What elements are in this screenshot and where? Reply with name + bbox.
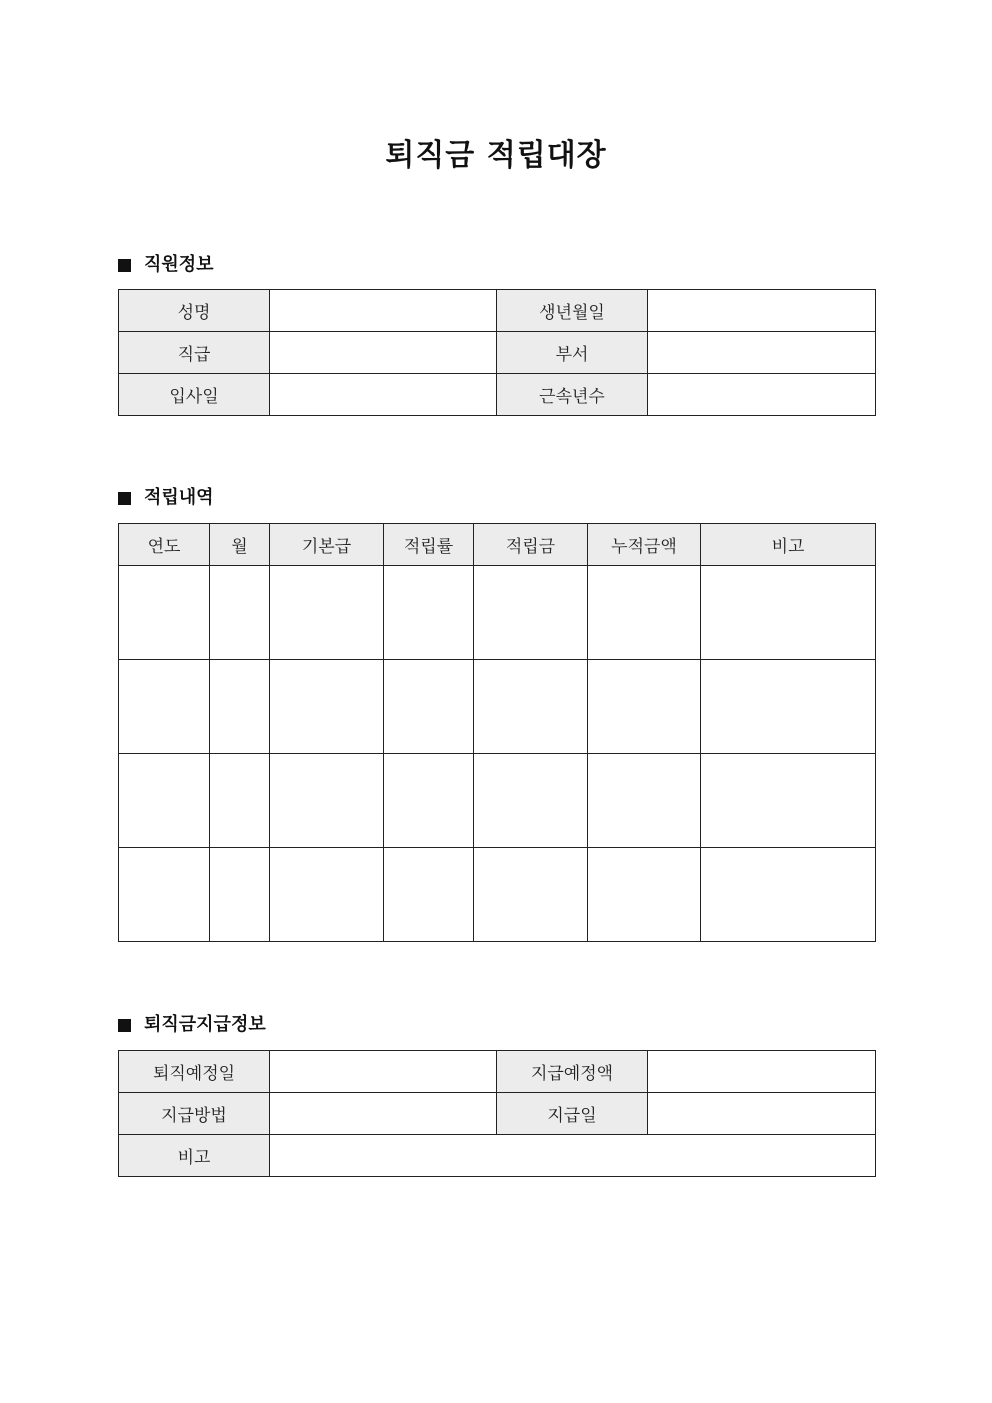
table-row bbox=[119, 848, 876, 942]
remarks-cell[interactable] bbox=[701, 754, 876, 848]
year-cell[interactable] bbox=[119, 660, 210, 754]
cumulative-amount-cell[interactable] bbox=[588, 848, 701, 942]
table-row bbox=[119, 660, 876, 754]
base-salary-cell[interactable] bbox=[270, 848, 384, 942]
base-salary-cell[interactable] bbox=[270, 754, 384, 848]
square-bullet-icon bbox=[118, 259, 131, 272]
base-salary-cell[interactable] bbox=[270, 660, 384, 754]
remarks-label: 비고 bbox=[119, 1135, 270, 1177]
page-title: 퇴직금 적립대장 bbox=[385, 138, 607, 173]
column-header-base-salary: 기본급 bbox=[270, 524, 384, 566]
accrual-rate-cell[interactable] bbox=[384, 754, 474, 848]
square-bullet-icon bbox=[118, 492, 131, 505]
accrual-rate-cell[interactable] bbox=[384, 660, 474, 754]
month-cell[interactable] bbox=[210, 848, 270, 942]
column-header-remarks: 비고 bbox=[701, 524, 876, 566]
remarks-cell[interactable] bbox=[701, 566, 876, 660]
name-label: 성명 bbox=[119, 290, 270, 332]
remarks-cell[interactable] bbox=[701, 660, 876, 754]
accrual-amount-cell[interactable] bbox=[474, 566, 588, 660]
year-cell[interactable] bbox=[119, 848, 210, 942]
accrual-section-title: 적립내역 bbox=[144, 487, 214, 508]
column-header-accrual-amount: 적립금 bbox=[474, 524, 588, 566]
year-cell[interactable] bbox=[119, 754, 210, 848]
department-field[interactable] bbox=[648, 332, 876, 374]
column-header-cumulative-amount: 누적금액 bbox=[588, 524, 701, 566]
table-row bbox=[119, 754, 876, 848]
column-header-accrual-rate: 적립률 bbox=[384, 524, 474, 566]
payment-info-table bbox=[118, 1050, 876, 1177]
expected-payment-field[interactable] bbox=[648, 1051, 876, 1093]
accrual-amount-cell[interactable] bbox=[474, 660, 588, 754]
hire-date-label: 입사일 bbox=[119, 374, 270, 416]
remarks-cell[interactable] bbox=[701, 848, 876, 942]
table-header-row bbox=[119, 524, 876, 566]
year-cell[interactable] bbox=[119, 566, 210, 660]
retirement-date-label: 퇴직예정일 bbox=[119, 1051, 270, 1093]
accrual-history-table bbox=[118, 523, 876, 942]
accrual-amount-cell[interactable] bbox=[474, 848, 588, 942]
payment-section-heading bbox=[118, 1013, 266, 1037]
table-row bbox=[119, 1051, 876, 1093]
month-cell[interactable] bbox=[210, 566, 270, 660]
column-header-month: 월 bbox=[210, 524, 270, 566]
payment-method-label: 지급방법 bbox=[119, 1093, 270, 1135]
payment-date-field[interactable] bbox=[648, 1093, 876, 1135]
table-row bbox=[119, 1135, 876, 1177]
employee-info-table bbox=[118, 289, 876, 416]
column-header-year: 연도 bbox=[119, 524, 210, 566]
retirement-date-field[interactable] bbox=[270, 1051, 497, 1093]
expected-payment-label: 지급예정액 bbox=[497, 1051, 648, 1093]
month-cell[interactable] bbox=[210, 660, 270, 754]
payment-date-label: 지급일 bbox=[497, 1093, 648, 1135]
payment-section-title: 퇴직금지급정보 bbox=[144, 1014, 266, 1035]
name-field[interactable] bbox=[270, 290, 497, 332]
accrual-amount-cell[interactable] bbox=[474, 754, 588, 848]
table-row bbox=[119, 332, 876, 374]
hire-date-field[interactable] bbox=[270, 374, 497, 416]
table-row bbox=[119, 374, 876, 416]
remarks-field[interactable] bbox=[270, 1135, 876, 1177]
month-cell[interactable] bbox=[210, 754, 270, 848]
birthdate-label: 생년월일 bbox=[497, 290, 648, 332]
cumulative-amount-cell[interactable] bbox=[588, 566, 701, 660]
accrual-section-heading bbox=[118, 486, 214, 510]
accrual-rate-cell[interactable] bbox=[384, 848, 474, 942]
cumulative-amount-cell[interactable] bbox=[588, 754, 701, 848]
table-row bbox=[119, 566, 876, 660]
table-row bbox=[119, 290, 876, 332]
years-of-service-label: 근속년수 bbox=[497, 374, 648, 416]
table-row bbox=[119, 1093, 876, 1135]
position-label: 직급 bbox=[119, 332, 270, 374]
cumulative-amount-cell[interactable] bbox=[588, 660, 701, 754]
base-salary-cell[interactable] bbox=[270, 566, 384, 660]
accrual-rate-cell[interactable] bbox=[384, 566, 474, 660]
years-of-service-field[interactable] bbox=[648, 374, 876, 416]
payment-method-field[interactable] bbox=[270, 1093, 497, 1135]
department-label: 부서 bbox=[497, 332, 648, 374]
employee-section-title: 직원정보 bbox=[144, 254, 214, 275]
employee-section-heading bbox=[118, 253, 214, 277]
birthdate-field[interactable] bbox=[648, 290, 876, 332]
square-bullet-icon bbox=[118, 1019, 131, 1032]
position-field[interactable] bbox=[270, 332, 497, 374]
